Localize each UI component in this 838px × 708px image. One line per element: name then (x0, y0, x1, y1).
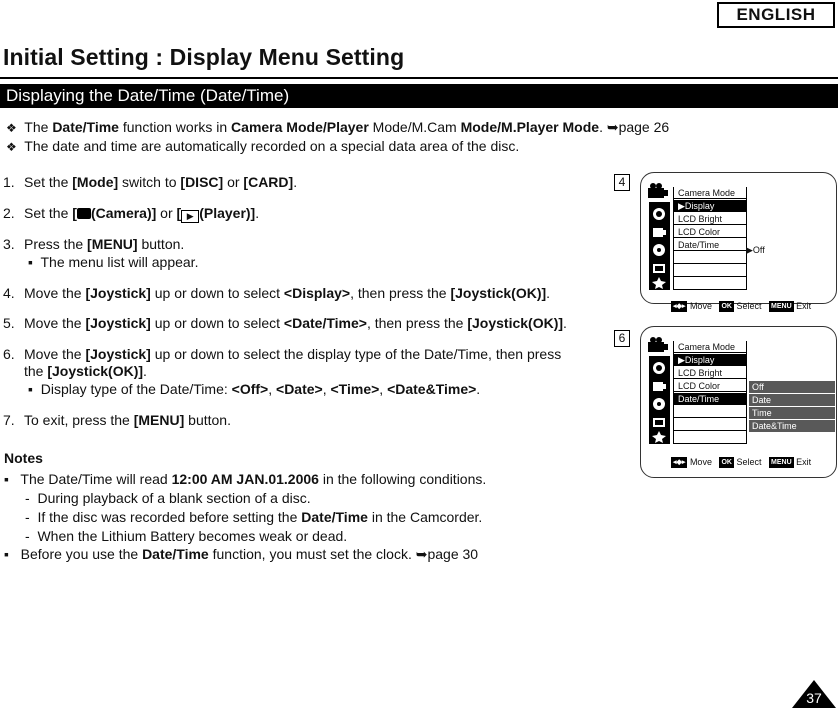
step-6-sub: ▪ Display type of the Date/Time: <Off>, <Date>, <Time>, <Date&Time>. (28, 381, 481, 397)
page-title: Initial Setting : Display Menu Setting (3, 44, 405, 70)
camera-settings-icon (651, 206, 667, 222)
menu-item-lcd-bright[interactable]: LCD Bright (674, 213, 746, 225)
menu-item-lcd-bright[interactable]: LCD Bright (674, 367, 746, 379)
step-6: 6. Move the [Joystick] up or down to select the display type of the Date/Time, then press the [Joystick(OK)]. ▪ Display type of the Date/Time: <Off>, <Date>, <Time>, <Date&Time>. (3, 346, 562, 397)
menu-item-date-time[interactable]: Date/Time (674, 239, 746, 251)
square-bullet-icon: ▪ (28, 254, 33, 270)
menu-icon: MENU (771, 459, 792, 467)
notes-heading: Notes (4, 450, 43, 466)
screen-step-6 (640, 326, 837, 478)
system-settings-icon (651, 430, 667, 446)
menu-item-empty (674, 419, 746, 431)
note-1: ▪ The Date/Time will read 12:00 AM JAN.01.2006 in the following conditions. (4, 471, 487, 487)
square-bullet-icon: ▪ (4, 546, 9, 562)
menu-header: Camera Mode (674, 187, 746, 199)
menu-item-empty (674, 406, 746, 418)
page-number-badge (792, 680, 836, 708)
tv-settings-icon (651, 260, 667, 276)
ok-icon: OK (721, 303, 732, 311)
step-3-sub: ▪ The menu list will appear. (28, 254, 199, 270)
step-4-label: 4 (614, 174, 630, 191)
button-legend: ◂◆▸ Move OK Select MENU Exit (673, 457, 812, 467)
section-title: Displaying the Date/Time (Date/Time) (6, 86, 290, 105)
page-ref-arrow-icon: ➥ (606, 119, 619, 135)
tv-settings-icon (651, 414, 667, 430)
diamond-bullet-icon: ❖ (6, 140, 17, 154)
menu-sidebar (649, 202, 670, 290)
record-settings-icon (651, 224, 667, 240)
system-settings-icon (651, 276, 667, 292)
option-time[interactable]: Time (749, 407, 835, 419)
record-settings-icon (651, 378, 667, 394)
page-number: 37 (806, 690, 822, 706)
diamond-bullet-icon: ❖ (6, 121, 17, 135)
player-mode-icon: ▶ (181, 210, 199, 223)
intro-line-2: ❖ The date and time are automatically recorded on a special data area of the disc. (6, 138, 520, 154)
page-ref-link[interactable]: page 26 (618, 119, 670, 135)
joystick-icon: ◂◆▸ (673, 303, 686, 311)
menu-item-empty (674, 252, 746, 264)
page-ref-link[interactable]: page 30 (427, 546, 479, 562)
page-ref-arrow-icon: ➥ (415, 546, 428, 562)
menu-item-lcd-color[interactable]: LCD Color (674, 380, 746, 392)
camera-settings-icon (651, 360, 667, 376)
menu-sidebar (649, 356, 670, 444)
note-1-detail-2: - If the disc was recorded before setting the Date/Time in the Camcorder. (25, 509, 483, 525)
menu-item-display[interactable]: ▶Display (674, 200, 746, 212)
option-date[interactable]: Date (749, 394, 835, 406)
camera-mode-icon (648, 337, 668, 352)
date-time-value: ▶Off (746, 245, 765, 255)
title-divider (0, 77, 838, 79)
menu-item-lcd-color[interactable]: LCD Color (674, 226, 746, 238)
menu-list (673, 187, 747, 290)
note-2: ▪ Before you use the Date/Time function, you must set the clock. ➥page 30 (4, 546, 479, 562)
display-settings-icon (651, 396, 667, 412)
section-bar (0, 84, 838, 108)
menu-item-display[interactable]: ▶Display (674, 354, 746, 366)
menu-item-date-time[interactable]: Date/Time (674, 393, 746, 405)
option-off[interactable]: Off (749, 381, 835, 393)
button-legend: ◂◆▸ Move OK Select MENU Exit (673, 301, 812, 311)
ok-icon: OK (721, 459, 732, 467)
square-bullet-icon: ▪ (4, 471, 9, 487)
intro-line-1: ❖ The Date/Time function works in Camera Mode/Player Mode/M.Cam Mode/M.Player Mode. ➥page 26 (6, 119, 670, 135)
square-bullet-icon: ▪ (28, 381, 33, 397)
note-1-detail-1: - During playback of a blank section of a disc. (25, 490, 311, 506)
screen-step-4 (640, 172, 837, 311)
step-4: 4. Move the [Joystick] up or down to select <Display>, then press the [Joystick(OK)]. (3, 285, 551, 301)
menu-header: Camera Mode (674, 341, 746, 353)
display-settings-icon (651, 242, 667, 258)
note-1-detail-3: - When the Lithium Battery becomes weak or dead. (25, 528, 348, 544)
joystick-icon: ◂◆▸ (673, 459, 686, 467)
step-1: 1. Set the [Mode] switch to [DISC] or [CARD]. (3, 174, 298, 190)
step-3: 3. Press the [MENU] button. ▪ The menu list will appear. (3, 236, 199, 270)
step-2: 2. Set the [ (Camera)] or [ ▶ (Player)]. (3, 205, 260, 221)
menu-item-empty (674, 265, 746, 277)
menu-list (673, 341, 747, 444)
step-5: 5. Move the [Joystick] up or down to select <Date/Time>, then press the [Joystick(OK)]. (3, 315, 567, 331)
menu-icon: MENU (771, 303, 792, 311)
language-badge: ENGLISH (717, 2, 835, 28)
option-date-time[interactable]: Date&Time (749, 420, 835, 432)
camera-mode-icon (648, 183, 668, 198)
camera-mode-icon (77, 208, 91, 219)
step-7: 7. To exit, press the [MENU] button. (3, 412, 231, 428)
step-6-label: 6 (614, 330, 630, 347)
